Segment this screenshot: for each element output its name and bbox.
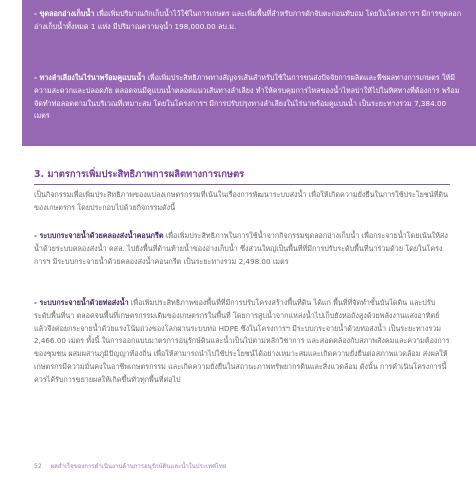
paragraph-pipe-system [34,297,452,387]
bullet-title: - ทางลำเลียงในไร่นาพร้อมคูแบนน้ำ [34,73,146,82]
section-heading: 3. มาตรการเพิ่มประสิทธิภาพการผลิตทางการเกษตร [34,167,450,185]
bullet-title: - ขุดลอกอ่างเก็บน้ำ [34,9,95,18]
paragraph-text: เพื่อเพิ่มประสิทธิภาพทางสัญจรเส้นสำหรับใช้ในการขนส่งปัจจัยการผลิตและพืชผลทางการเกษตร ให้มีความสะดวกและปลอดภัย ตลอดจนมีคูแบนน้ำตลอดแนวเส้นทางลำเลียง ทำให้ครบคุมการไหลของน้ำไหลบ่าให้ไปในทิศทางที่ต้องการ พร้อมจัดทำท่อลอดตามในบริเวณที่เหมาะสม โดยในโครงการฯ มีการปรับปรุงทางลำเลียงในไร่นาพร้อมคูแบนน้ำ เป็นระยะทางรวม 7,384.00 เมตร [34,73,460,121]
paragraph-text: เพื่อเพิ่มประสิทธิภาพในการใช้น้ำจากกิจกรรมขุดลอกอ่างเก็บน้ำ เพื่อกระจายน้ำโดยเน้นให้ส่งน้ำด้วยระบบคลองส่งน้ำ คสล. ไปยังพื้นที่ด้านท้ายน้ำของอ่างเก็บน้ำ ซึ่งส่วนใหญ่เป็นพื้นที่ที่มีการปรับระดับพื้นที่นาร่วมด้วย โดยในโครงการฯ มีระบบกระจายน้ำด้วยคลองส่งน้ำคอนกรีต เป็นระยะทางรวม 2,498.00 เมตร [34,231,448,266]
page-number: 52 [34,463,42,470]
paragraph-text: เพื่อเพิ่มประสิทธิภาพของพื้นที่ที่มีการปรับโครงสร้างพื้นที่ดิน ได้แก่ พื้นที่ที่จัดทำขั้นบันไดดิน และปรับระดับพื้นที่นา ตลอดจนพื้นที่เกษตรกรรมเดิมของเกษตรกรในพื้นที่ โดยการสูบน้ำจากแหล่งน้ำไปเก็บยังหอถังสูงด้วยพลังงานแสงอาทิตย์ แล้วจึงค่อยกระจายน้ำด้วยแรงโน้มถ่วงของโลกผ่านระบบท่อ HDPE ซึ่งในโครงการฯ มีระบบกระจายน้ำด้วยท่อส่งน้ำ เป็นระยะทางรวม 2,466.00 เมตร ทั้งนี้ ในการออกแบบมาตรการอนุรักษ์ดินและน้ำเป็นไปตามหลักวิชาการ และสอดคล้องกับสภาพสังคมและความต้องการของชุมชน ผสมผสานภูมิปัญญาท้องถิ่น เพื่อให้สามารถนำไปใช้ประโยชน์ได้อย่างเหมาะสมและเกิดความยั่งยืนต่อสภาพแวดล้อม ส่งผลให้เกษตรกรมีความมั่นคงในอาชีพเกษตรกรรม และเกิดความยั่งยืนในสถานะภาพทรัพยากรดินและสิ่งแวดล้อม ดังนั้น การดำเนินโครงการนี้ ควรได้รับการขยายผลให้เกิดขึ้นทั่วทุกพื้นที่ต่อไป [34,298,450,384]
bullet-title: - ระบบกระจายน้ำด้วยท่อส่งน้ำ [34,298,129,307]
bullet-title: - ระบบกระจายน้ำด้วยคลองส่งน้ำคอนกรีต [34,231,164,240]
page-footer [34,461,226,471]
intro-paragraph: เป็นกิจกรรมเพื่อเพิ่มประสิทธิภาพของแปลงเกษตรกรรมที่เน้นในเรื่องการพัฒนาระบบส่งน้ำ เพื่อให้เกิดความยั่งยืนในการใช้ประโยชน์ที่ดินของเกษตรกร โดยประกอบไปด้วยกิจกรรมดังนี้ [34,190,449,212]
box-paragraph-2 [34,72,464,123]
paragraph-concrete-canal [34,230,452,268]
footer-text: ผลสำเร็จของการดำเนินงานด้านการอนุรักษ์ดินและน้ำในประเทศไทย [50,463,227,470]
box-paragraph-1 [34,8,464,34]
paragraph-text: เพื่อเพิ่มปริมาณกักเก็บน้ำไว้ใช้ในการเกษตร และเพิ่มพื้นที่สำหรับการดักจับตะกอนทับถม โดยในโครงการฯ มีการขุดลอกอ่างเก็บน้ำทั้งหมด 1 แห่ง มีปริมาณความจุน้ำ 198,000.00 ลบ.ม. [34,9,462,31]
